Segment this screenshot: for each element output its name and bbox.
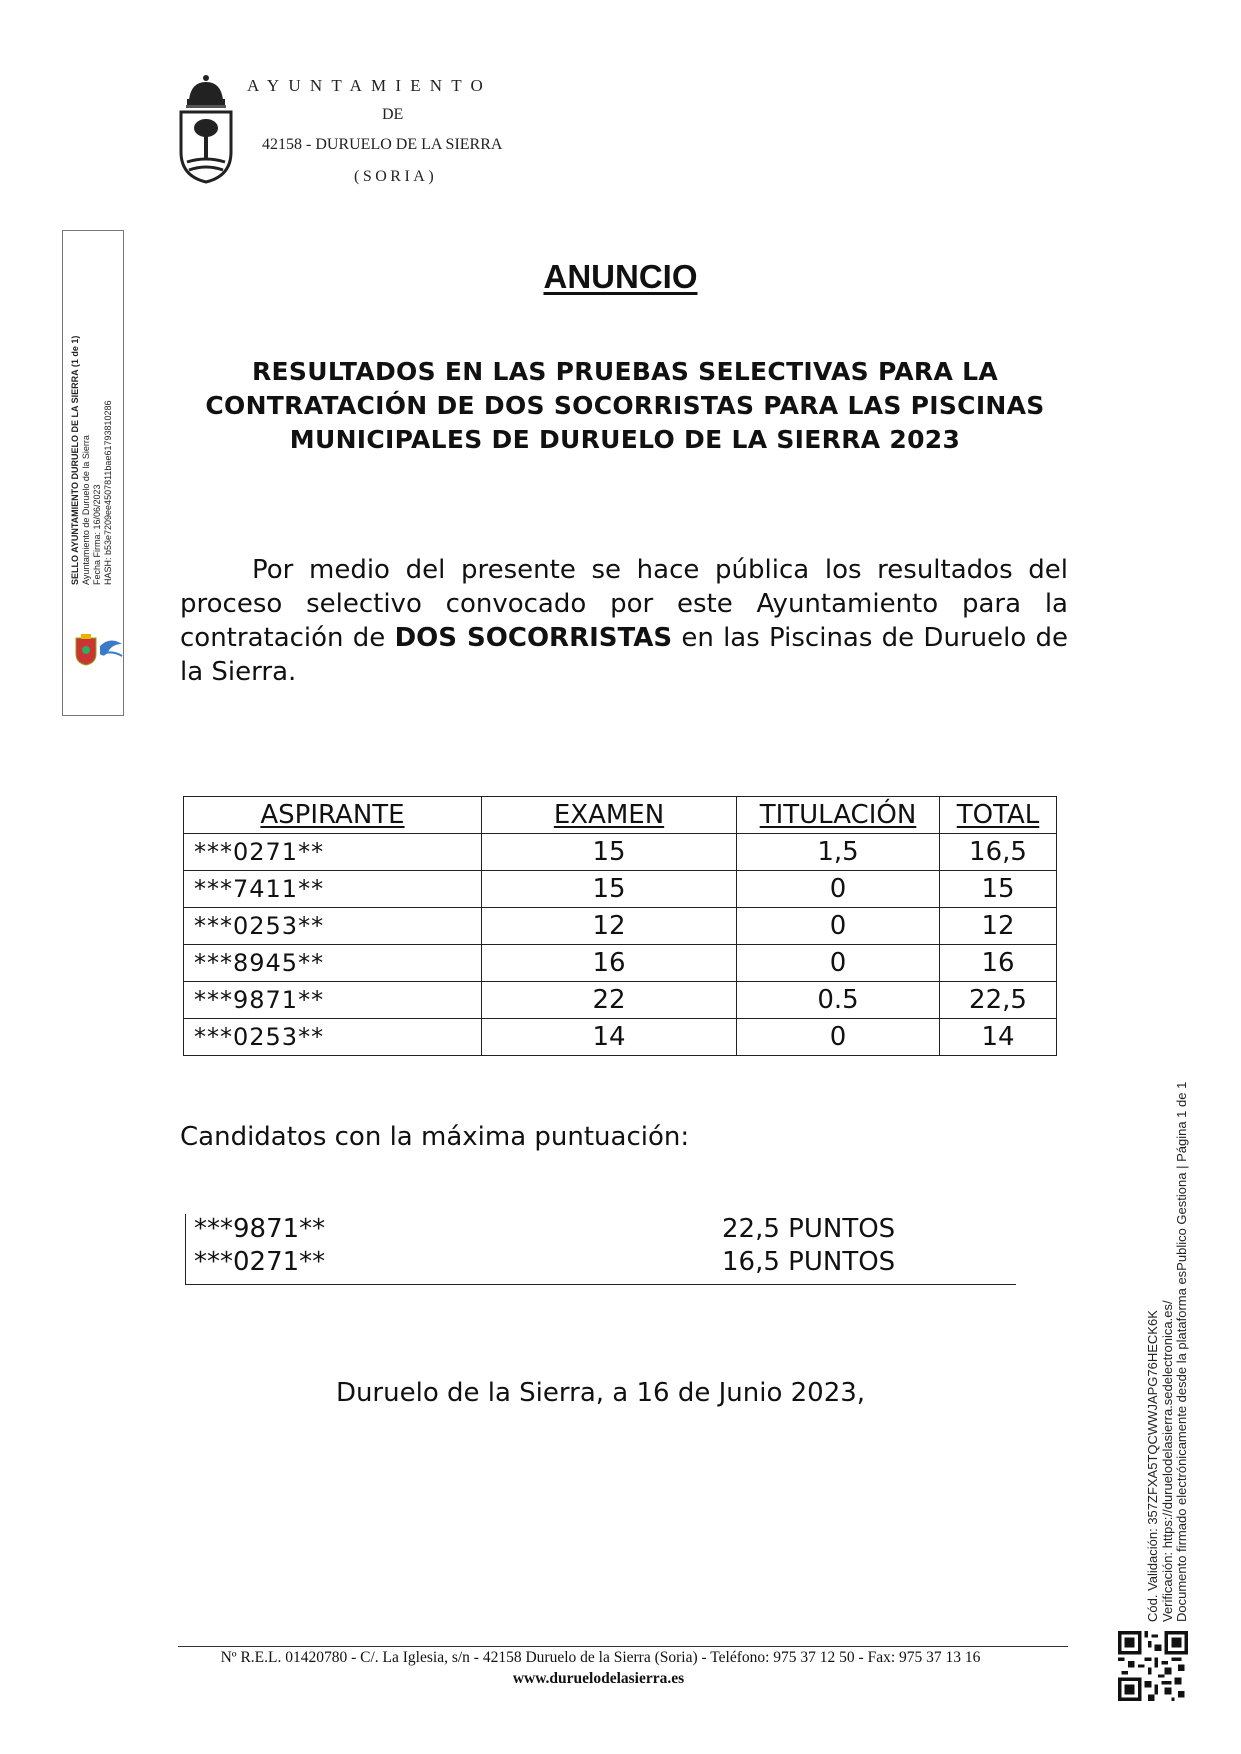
max-score-list bbox=[185, 1214, 1016, 1285]
table-cell: ***0253** bbox=[184, 1019, 482, 1056]
table-cell: 15 bbox=[482, 834, 737, 871]
table-cell: ***7411** bbox=[184, 871, 482, 908]
table-cell: 22 bbox=[482, 982, 737, 1019]
page-title bbox=[0, 258, 1241, 296]
paragraph-text-2: en las Piscinas de Duruelo de la Sierra. bbox=[180, 623, 1068, 687]
table-row bbox=[184, 1019, 1057, 1056]
letterhead-line-2: DE bbox=[382, 106, 404, 123]
verification-url: Verificación: https://duruelodelasierra.sedelectronica.es/ bbox=[1159, 1300, 1175, 1622]
verification-note: Documento firmado electrónicamente desde la plataforma esPublico Gestiona | Página 1 de 1 bbox=[1174, 1081, 1189, 1622]
table-cell: 1,5 bbox=[737, 834, 940, 871]
results-table bbox=[183, 796, 1057, 1056]
table-cell: 16 bbox=[940, 945, 1057, 982]
table-row bbox=[184, 945, 1057, 982]
candidate-points: 22,5 PUNTOS bbox=[722, 1214, 896, 1244]
verification-code: Cód. Validación: 357ZFXA5TQCWWJAPG76HECK6K bbox=[1145, 1310, 1160, 1622]
letterhead-line-1: AYUNTAMIENTO bbox=[247, 76, 493, 95]
table-cell: 0.5 bbox=[737, 982, 940, 1019]
table-header-row bbox=[184, 797, 1057, 834]
page-title-text: ANUNCIO bbox=[543, 258, 698, 295]
table-cell: 16,5 bbox=[940, 834, 1057, 871]
max-score-label: Candidatos con la máxima puntuación: bbox=[180, 1122, 690, 1152]
table-cell: 16 bbox=[482, 945, 737, 982]
table-cell: 22,5 bbox=[940, 982, 1057, 1019]
table-cell: 12 bbox=[482, 908, 737, 945]
column-header: TOTAL bbox=[940, 797, 1057, 834]
table-cell: ***0271** bbox=[184, 834, 482, 871]
table-cell: 15 bbox=[940, 871, 1057, 908]
coat-of-arms-icon bbox=[175, 72, 237, 184]
table-row bbox=[184, 834, 1057, 871]
column-header: TITULACIÓN bbox=[737, 797, 940, 834]
letterhead-line-4: (SORIA) bbox=[354, 168, 438, 185]
body-paragraph bbox=[180, 553, 1068, 689]
table-cell: 14 bbox=[482, 1019, 737, 1056]
footer-address bbox=[0, 1649, 1241, 1667]
table-cell: 15 bbox=[482, 871, 737, 908]
candidate-id: ***0271** bbox=[194, 1247, 326, 1277]
footer-website-text: www.duruelodelasierra.es bbox=[512, 1670, 685, 1687]
seal-line-2: Ayuntamiento de Duruelo de la Sierra bbox=[81, 435, 91, 585]
announcement-heading: RESULTADOS EN LAS PRUEBAS SELECTIVAS PARA LA CONTRATACIÓN DE DOS SOCORRISTAS PARA LAS PISCINAS MUNICIPALES DE DURUELO DE LA SIERRA 2023 bbox=[205, 357, 1045, 454]
verification-text bbox=[1145, 1081, 1206, 1622]
candidate-points: 16,5 PUNTOS bbox=[722, 1247, 896, 1277]
footer-divider bbox=[178, 1646, 1068, 1647]
seal-text bbox=[70, 285, 116, 585]
qr-code-icon bbox=[1118, 1631, 1188, 1701]
table-row bbox=[184, 908, 1057, 945]
table-row bbox=[184, 871, 1057, 908]
footer-website bbox=[0, 1670, 1241, 1688]
list-item bbox=[194, 1247, 896, 1277]
paragraph-text-1: Por medio del presente se hace pública los resultados del proceso selectivo convocado por este Ayuntamiento para la contratación de bbox=[180, 555, 1068, 653]
table-cell: 0 bbox=[737, 945, 940, 982]
table-cell: ***0253** bbox=[184, 908, 482, 945]
table-cell: 0 bbox=[737, 1019, 940, 1056]
seal-line-3: Fecha Firma: 16/06/2023 bbox=[92, 484, 102, 585]
seal-line-1: SELLO AYUNTAMIENTO DURUELO DE LA SIERRA (1 de 1) bbox=[70, 335, 80, 585]
table-cell: 12 bbox=[940, 908, 1057, 945]
table-row bbox=[184, 982, 1057, 1019]
candidate-id: ***9871** bbox=[194, 1214, 326, 1244]
table-cell: 0 bbox=[737, 908, 940, 945]
column-header: EXAMEN bbox=[482, 797, 737, 834]
date-line bbox=[0, 1378, 1241, 1408]
footer-address-text: Nº R.E.L. 01420780 - C/. La Iglesia, s/n - 42158 Duruelo de la Sierra (Soria) - Teléfono: 975 37 12 50 - Fax: 975 37 13 16 bbox=[220, 1649, 981, 1666]
seal-line-4: HASH: b53e7209ee4507811bae6179381028​6 bbox=[103, 400, 113, 585]
list-item bbox=[194, 1214, 896, 1244]
table-cell: ***9871** bbox=[184, 982, 482, 1019]
letterhead-line-3: 42158 - DURUELO DE LA SIERRA bbox=[262, 136, 503, 153]
column-header: ASPIRANTE bbox=[184, 797, 482, 834]
table-cell: ***8945** bbox=[184, 945, 482, 982]
table-cell: 0 bbox=[737, 871, 940, 908]
paragraph-bold: DOS SOCORRISTAS bbox=[394, 623, 673, 653]
date-text: Duruelo de la Sierra, a 16 de Junio 2023, bbox=[335, 1378, 866, 1408]
seal-logo-icon bbox=[72, 632, 124, 666]
table-cell: 14 bbox=[940, 1019, 1057, 1056]
